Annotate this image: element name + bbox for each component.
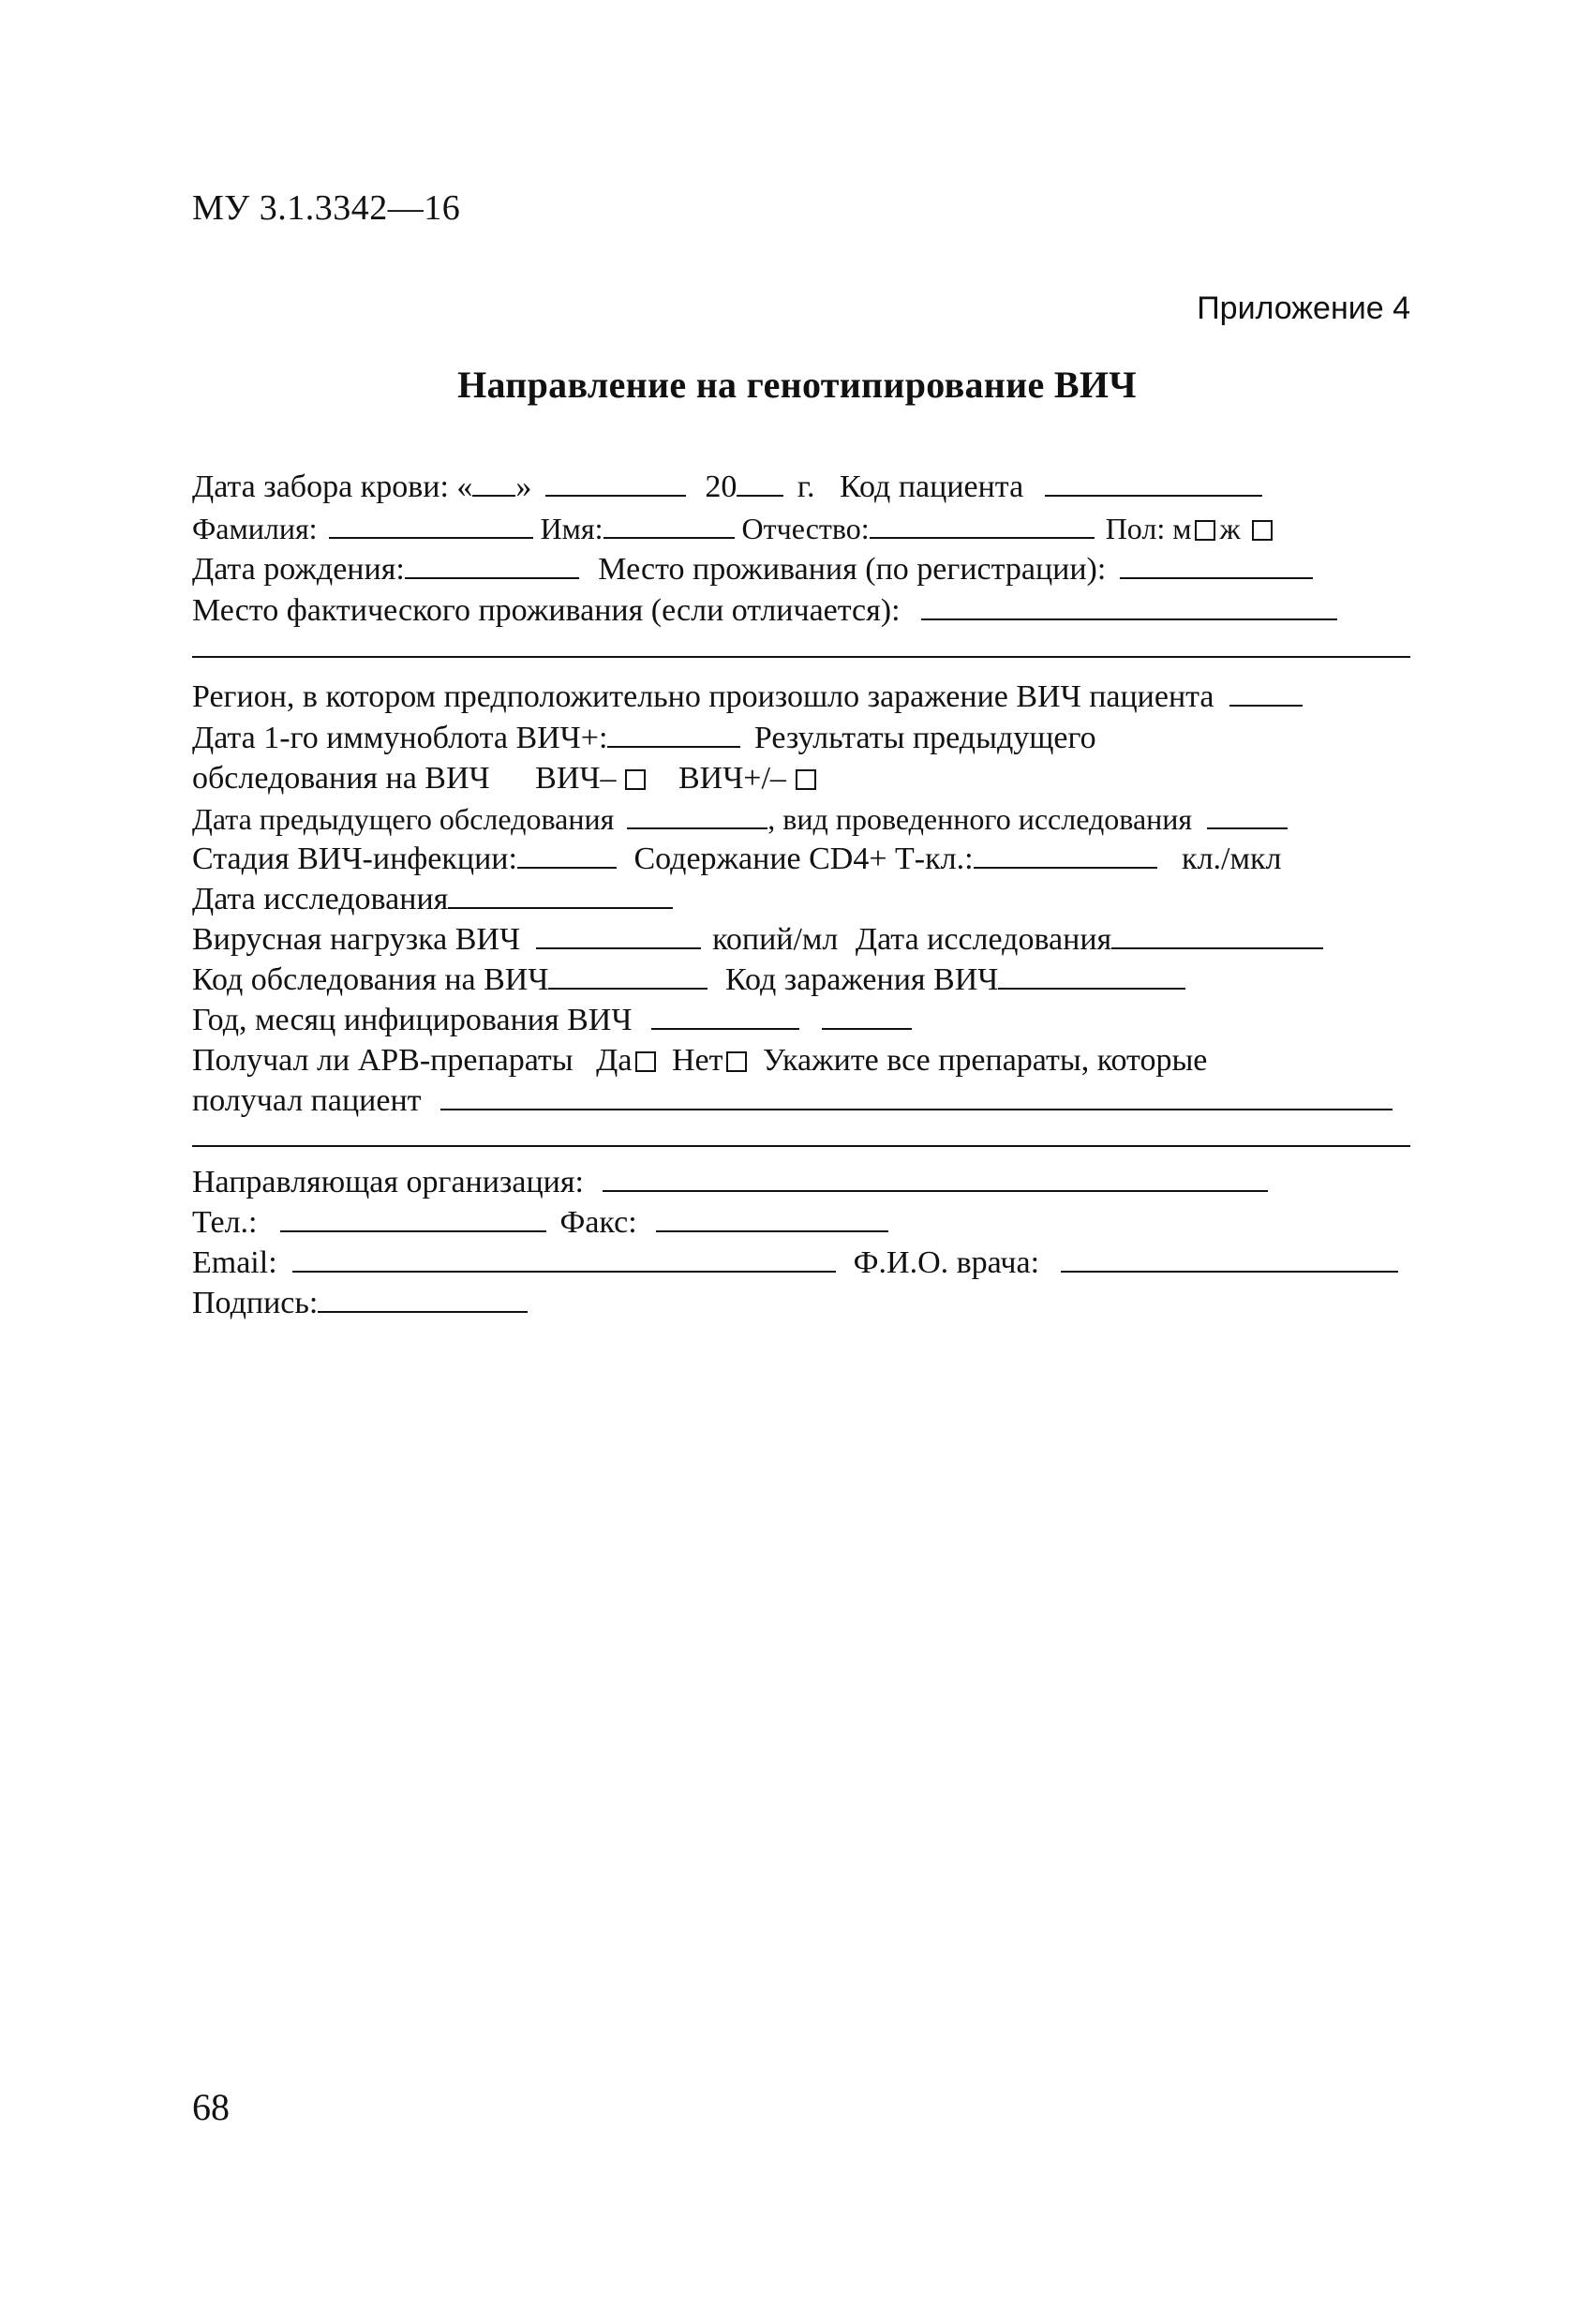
patient-code-label: Код пациента	[840, 469, 1024, 504]
previous-exam-label: обследования на ВИЧ	[192, 761, 490, 796]
arv-patient-row	[192, 1080, 1410, 1121]
arv-no-label: Нет	[671, 1043, 723, 1078]
region-label: Регион, в котором предположительно произошло заражение ВИЧ пациента	[192, 679, 1214, 714]
phone-row	[192, 1202, 1410, 1243]
region-row	[192, 677, 1410, 718]
doctor-label: Ф.И.О. врача:	[853, 1245, 1040, 1280]
signature-field[interactable]	[318, 1285, 528, 1313]
infection-date-label: Год, месяц инфицирования ВИЧ	[192, 1003, 633, 1037]
blood-month-field[interactable]	[545, 469, 686, 497]
region-field[interactable]	[1229, 678, 1303, 707]
blood-date-row	[192, 467, 1410, 508]
codes-row	[192, 960, 1410, 1000]
arv-yes-label: Да	[596, 1043, 633, 1078]
arv-row	[192, 1040, 1410, 1080]
doctor-field[interactable]	[1061, 1244, 1398, 1273]
year-suffix: г.	[797, 469, 815, 504]
study-type-label: , вид проведенного исследования	[767, 802, 1193, 836]
birth-row	[192, 549, 1410, 590]
viral-study-date-field[interactable]	[1111, 921, 1323, 949]
viral-load-row	[192, 919, 1410, 960]
infection-code-label: Код заражения ВИЧ	[724, 962, 999, 997]
surname-field[interactable]	[329, 511, 533, 539]
org-field[interactable]	[603, 1164, 1268, 1192]
viral-load-unit: копий/мл	[712, 922, 839, 957]
stage-field[interactable]	[517, 841, 617, 869]
infection-month-field[interactable]	[822, 1002, 912, 1030]
email-row	[192, 1243, 1410, 1283]
cd4-field[interactable]	[974, 841, 1157, 869]
sex-male-checkbox[interactable]	[1195, 520, 1215, 541]
fax-label: Факс:	[559, 1205, 637, 1240]
exam-code-field[interactable]	[548, 961, 708, 990]
name-field[interactable]	[603, 511, 735, 539]
blood-date-close: »	[515, 469, 532, 504]
arv-patient-label: получал пациент	[192, 1083, 422, 1118]
stage-row	[192, 839, 1410, 879]
cd4-label: Содержание CD4+ Т-кл.:	[633, 842, 974, 876]
surname-label: Фамилия:	[192, 512, 318, 545]
hiv-negative-checkbox[interactable]	[625, 769, 646, 790]
hiv-indeterminate-checkbox[interactable]	[796, 769, 816, 790]
signature-label: Подпись:	[192, 1286, 319, 1320]
referral-form	[192, 467, 1410, 1323]
residence-field[interactable]	[1120, 551, 1313, 579]
org-label: Направляющая организация:	[192, 1165, 584, 1199]
study-date-field[interactable]	[448, 881, 673, 909]
fax-field[interactable]	[656, 1204, 888, 1232]
infection-year-field[interactable]	[651, 1002, 799, 1030]
birth-date-label: Дата рождения:	[192, 552, 405, 587]
email-label: Email:	[192, 1245, 277, 1280]
year-prefix: 20	[705, 469, 737, 504]
study-date-label: Дата исследования	[192, 882, 449, 916]
email-field[interactable]	[292, 1244, 836, 1273]
immunoblot-label: Дата 1-го иммуноблота ВИЧ+:	[192, 721, 608, 755]
patronymic-label: Отчество:	[741, 512, 870, 545]
signature-row	[192, 1283, 1410, 1323]
arv-yes-checkbox[interactable]	[635, 1051, 656, 1072]
page-number: 68	[192, 2086, 230, 2128]
study-date-row	[192, 879, 1410, 919]
previous-date-field[interactable]	[627, 801, 767, 829]
birth-date-field[interactable]	[405, 551, 579, 579]
actual-residence-continuation[interactable]	[192, 632, 1410, 673]
arv-list-label: Укажите все препараты, которые	[762, 1043, 1208, 1078]
org-row	[192, 1162, 1410, 1202]
previous-results-label: Результаты предыдущего	[753, 721, 1096, 755]
infection-date-row	[192, 1000, 1410, 1040]
actual-residence-row	[192, 590, 1410, 632]
viral-load-field[interactable]	[536, 921, 701, 949]
study-type-field[interactable]	[1207, 801, 1288, 829]
phone-field[interactable]	[280, 1204, 546, 1232]
patient-code-field[interactable]	[1045, 469, 1262, 497]
sex-female-checkbox[interactable]	[1252, 520, 1273, 541]
page-title: Направление на генотипирование ВИЧ	[457, 364, 1137, 406]
infection-code-field[interactable]	[998, 961, 1185, 990]
immunoblot-row	[192, 718, 1410, 758]
viral-study-date-label: Дата исследования	[855, 922, 1112, 957]
blood-date-label: Дата забора крови: «	[192, 469, 473, 504]
arv-drugs-continuation[interactable]	[192, 1121, 1410, 1162]
residence-label: Место проживания (по регистрации):	[598, 552, 1107, 587]
hiv-negative-label: ВИЧ–	[535, 761, 617, 796]
arv-drugs-field[interactable]	[440, 1082, 1393, 1110]
arv-label: Получал ли АРВ-препараты	[192, 1043, 574, 1078]
immunoblot-date-field[interactable]	[607, 720, 740, 748]
sex-label: Пол: м	[1105, 512, 1192, 545]
exam-code-label: Код обследования на ВИЧ	[192, 962, 549, 997]
name-label: Имя:	[540, 512, 603, 545]
document-code: МУ 3.1.3342—16	[192, 188, 461, 228]
arv-no-checkbox[interactable]	[726, 1051, 747, 1072]
blood-year-field[interactable]	[737, 469, 783, 497]
previous-exam-row	[192, 758, 1410, 798]
viral-load-label: Вирусная нагрузка ВИЧ	[192, 922, 521, 957]
actual-residence-field[interactable]	[921, 592, 1337, 620]
actual-residence-label: Место фактического проживания (если отличается):	[192, 593, 901, 628]
phone-label: Тел.:	[192, 1205, 258, 1240]
sex-female-label: ж	[1219, 512, 1241, 545]
name-row	[192, 508, 1410, 549]
hiv-indeterminate-label: ВИЧ+/–	[678, 761, 786, 796]
patronymic-field[interactable]	[870, 511, 1095, 539]
blood-day-field[interactable]	[472, 469, 515, 497]
appendix-label: Приложение 4	[1197, 290, 1410, 326]
previous-date-row	[192, 798, 1410, 839]
stage-label: Стадия ВИЧ-инфекции:	[192, 842, 517, 876]
cd4-unit: кл./мкл	[1182, 842, 1282, 876]
previous-date-label: Дата предыдущего обследования	[192, 802, 615, 836]
